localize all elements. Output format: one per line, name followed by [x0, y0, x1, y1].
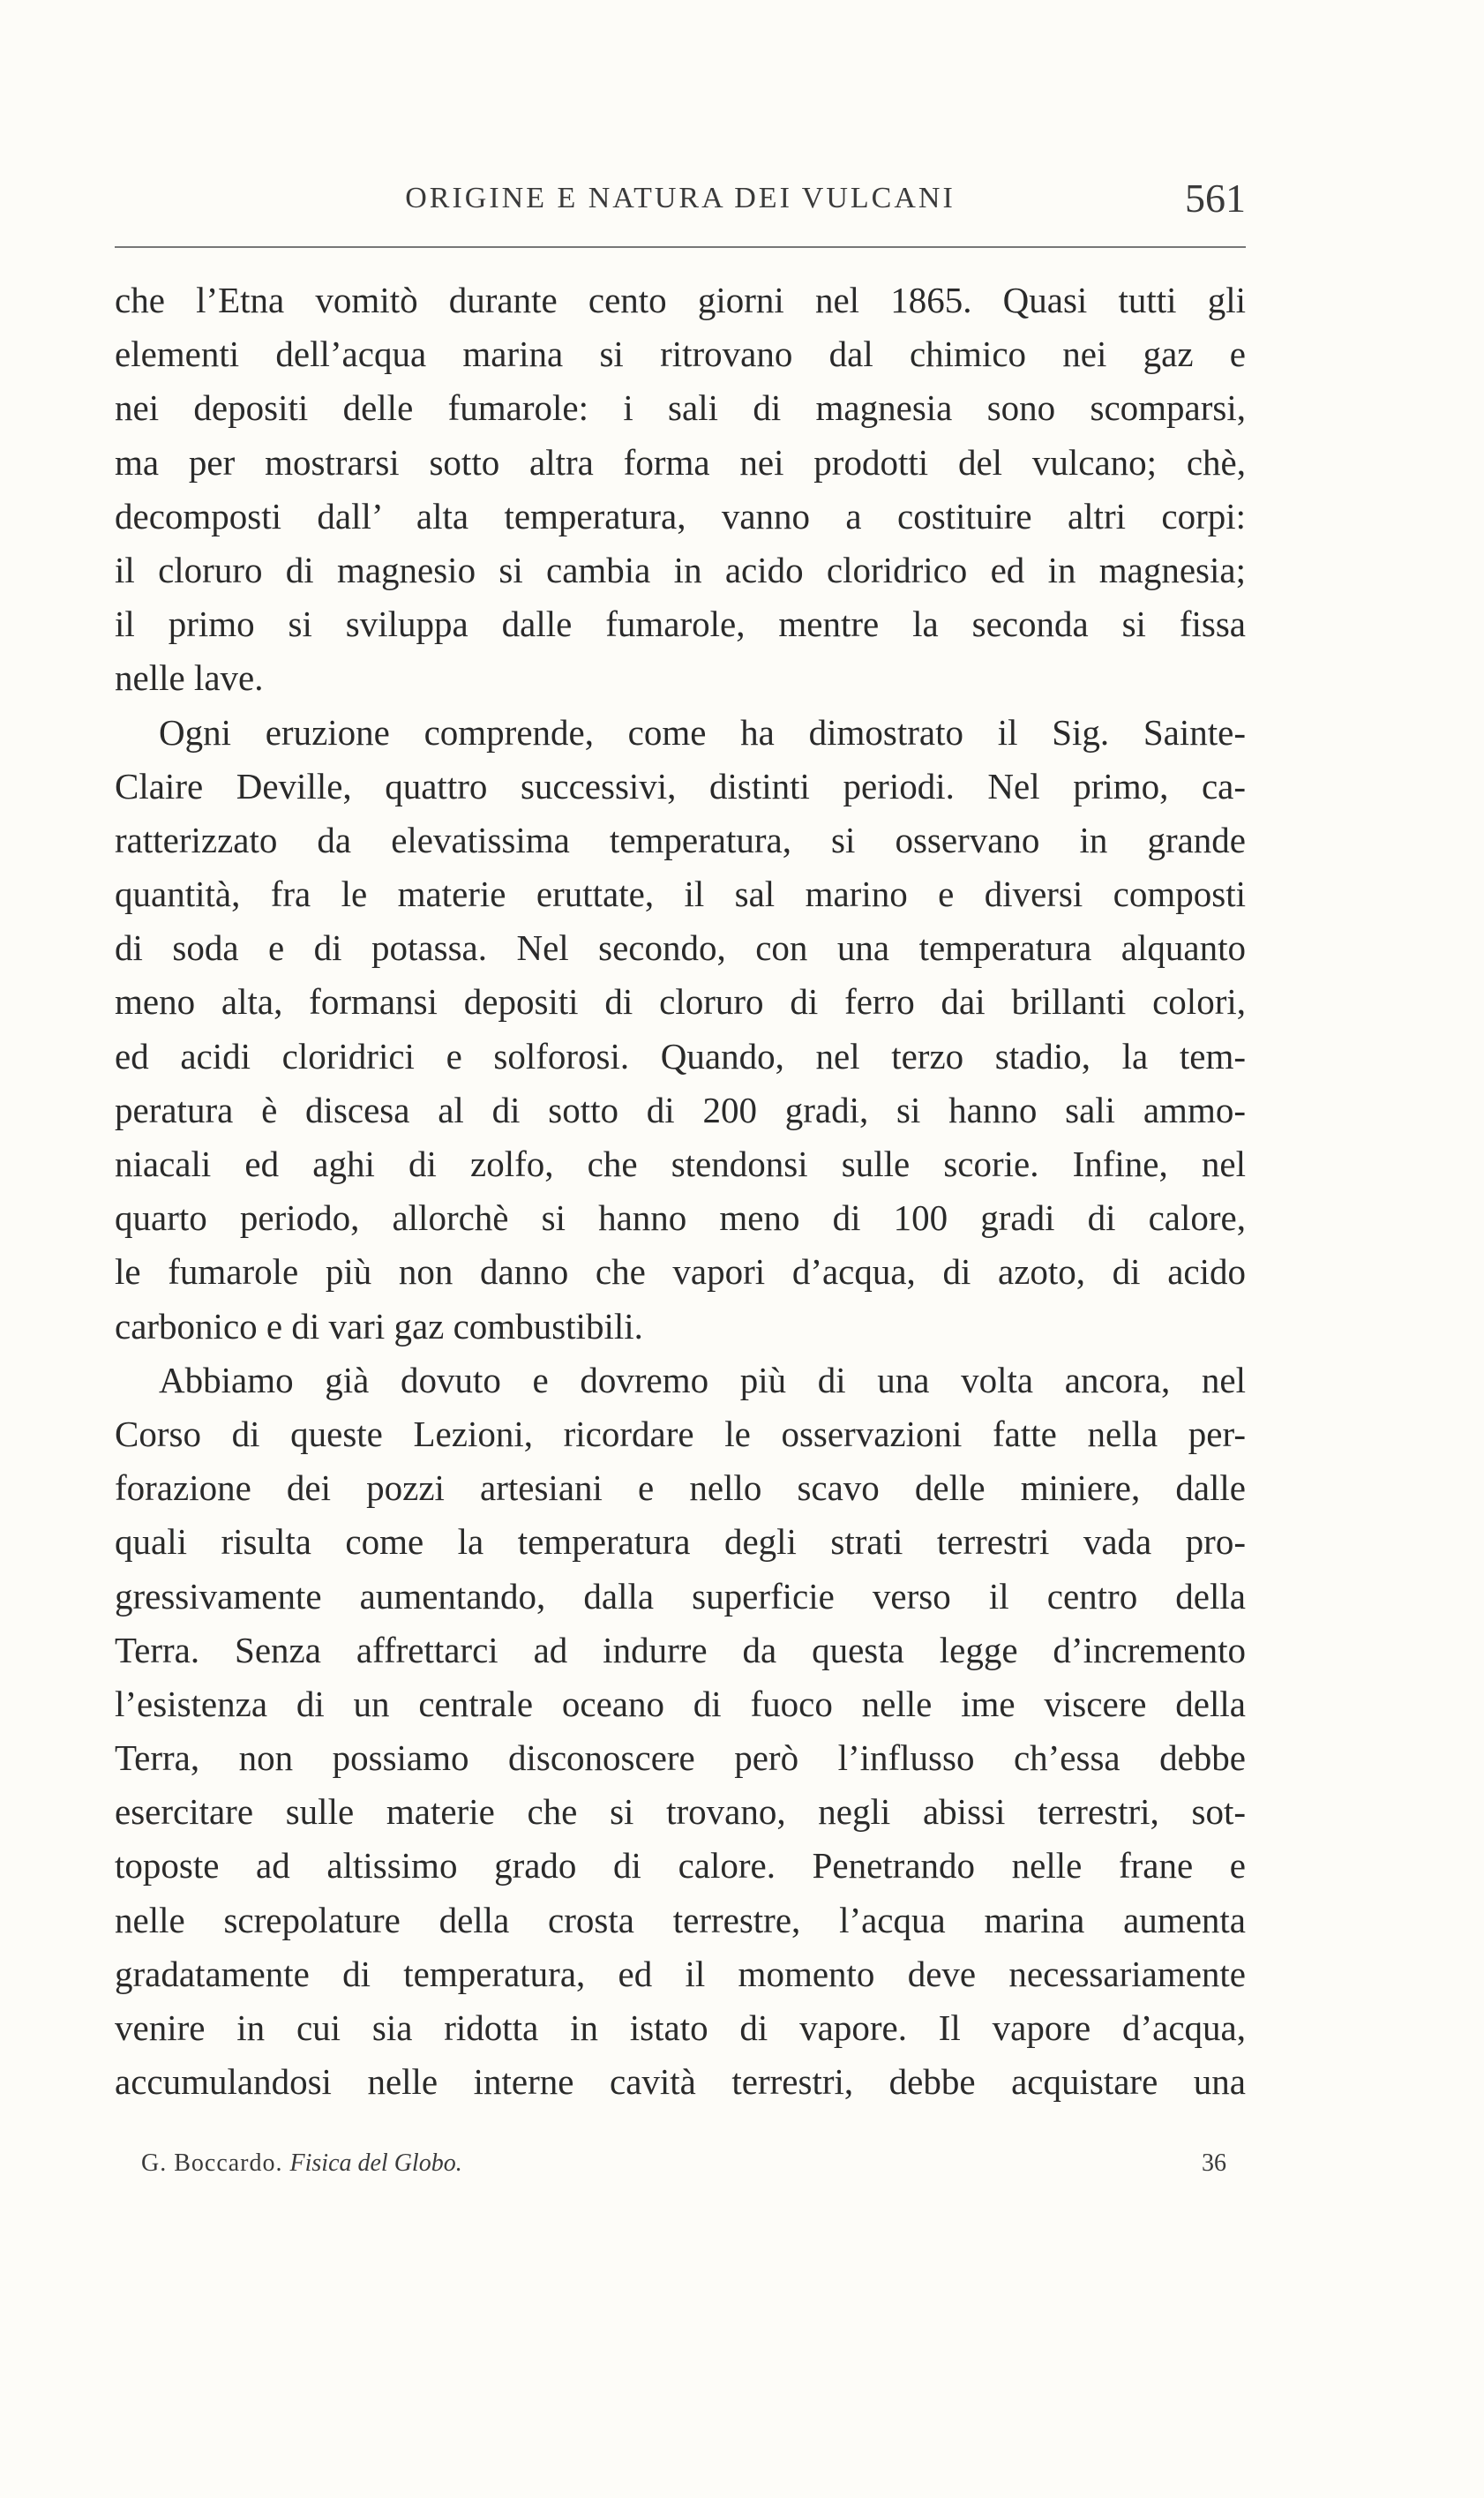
running-title: ORIGINE E NATURA DEI VULCANI: [405, 182, 956, 214]
footer-book-title: Fisica del Globo.: [289, 2149, 462, 2177]
header-rule: [115, 246, 1246, 248]
text-line: peratura è discesa al di sotto di 200 gradi, si hanno sali ammo-: [115, 1089, 1246, 1130]
text-line: niacali ed aghi di zolfo, che stendonsi sulle scorie. Infine, nel: [115, 1144, 1246, 1184]
text-line: Terra, non possiamo disconoscere però l’influsso ch’essa debbe: [115, 1737, 1246, 1779]
text-line: elementi dell’acqua marina si ritrovano dal chimico nei gaz e: [115, 334, 1246, 375]
paragraph-end-line: nelle lave.: [115, 657, 264, 699]
text-line: esercitare sulle materie che si trovano, negli abissi terrestri, sot-: [115, 1791, 1246, 1833]
paragraph-start-line: Ogni eruzione comprende, come ha dimostrato il Sig. Sainte-: [159, 711, 1246, 753]
text-line: gradatamente di temperatura, ed il momento deve necessariamente: [115, 1953, 1246, 1994]
text-line: il primo si sviluppa dalle fumarole, mentre la seconda si fissa: [115, 604, 1246, 645]
text-line: accumulandosi nelle interne cavità terrestri, debbe acquistare una: [115, 2061, 1246, 2103]
page-footer: [141, 2149, 1226, 2188]
text-line: ma per mostrarsi sotto altra forma nei prodotti del vulcano; chè,: [115, 441, 1246, 483]
text-line: quantità, fra le materie eruttate, il sal marino e diversi composti: [115, 874, 1246, 915]
text-line: Terra. Senza affrettarci ad indurre da questa legge d’incremento: [115, 1629, 1246, 1670]
text-line: il cloruro di magnesio si cambia in acido cloridrico ed in magnesia;: [115, 549, 1246, 590]
text-line: gressivamente aumentando, dalla superficie verso il centro della: [115, 1575, 1246, 1617]
text-line: forazione dei pozzi artesiani e nello scavo delle miniere, dalle: [115, 1467, 1246, 1509]
text-line: l’esistenza di un centrale oceano di fuoco nelle ime viscere della: [115, 1683, 1246, 1724]
text-line: nei depositi delle fumarole: i sali di magnesia sono scomparsi,: [115, 387, 1246, 429]
text-line: ratterizzato da elevatissima temperatura, si osservano in grande: [115, 819, 1246, 860]
paragraph-end-line: carbonico e di vari gaz combustibili.: [115, 1305, 643, 1347]
signature-mark: 36: [1202, 2149, 1226, 2177]
running-head: [115, 175, 1246, 224]
text-line: quarto periodo, allorchè si hanno meno di 100 gradi di calore,: [115, 1197, 1246, 1239]
text-line: ed acidi cloridrici e solforosi. Quando, nel terzo stadio, la tem-: [115, 1035, 1246, 1076]
text-line: venire in cui sia ridotta in istato di vapore. Il vapore d’acqua,: [115, 2007, 1246, 2048]
paragraph-start-line: Abbiamo già dovuto e dovremo più di una volta ancora, nel: [159, 1359, 1246, 1400]
page-number: 561: [1185, 176, 1246, 221]
footer-author: G. Boccardo.: [141, 2149, 283, 2177]
text-line: le fumarole più non danno che vapori d’acqua, di azoto, di acido: [115, 1251, 1246, 1293]
text-line: meno alta, formansi depositi di cloruro di ferro dai brillanti colori,: [115, 981, 1246, 1023]
text-line: quali risulta come la temperatura degli strati terrestri vada pro-: [115, 1521, 1246, 1563]
text-line: nelle screpolature della crosta terrestre, l’acqua marina aumenta: [115, 1899, 1246, 1940]
text-line: decomposti dall’ alta temperatura, vanno a costituire altri corpi:: [115, 495, 1246, 536]
body-text: [115, 274, 1246, 2109]
text-line: Claire Deville, quattro successivi, distinti periodi. Nel primo, ca-: [115, 765, 1246, 806]
text-line: toposte ad altissimo grado di calore. Penetrando nelle frane e: [115, 1845, 1246, 1887]
text-line: di soda e di potassa. Nel secondo, con una temperatura alquanto: [115, 927, 1246, 969]
footer-credit: [141, 2149, 462, 2178]
text-line: Corso di queste Lezioni, ricordare le osservazioni fatte nella per-: [115, 1413, 1246, 1454]
text-line: che l’Etna vomitò durante cento giorni nel 1865. Quasi tutti gli: [115, 280, 1246, 320]
